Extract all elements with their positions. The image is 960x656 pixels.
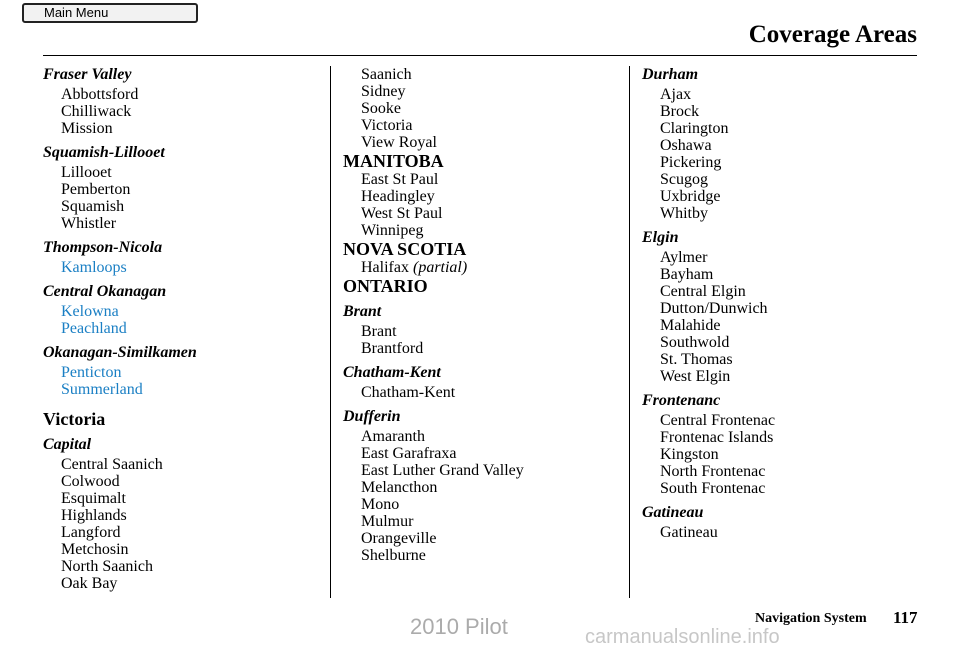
place-name: Ajax — [660, 86, 692, 103]
place-item — [61, 541, 197, 558]
place-name: Squamish — [61, 198, 125, 215]
place-name: East St Paul — [361, 171, 439, 188]
place-name: Melancthon — [361, 479, 438, 496]
region-heading: Chatham-Kent — [343, 364, 441, 381]
place-name: Abbottsford — [61, 86, 139, 103]
place-name: Mono — [361, 496, 400, 513]
footer-section-label: Navigation System — [755, 611, 867, 626]
place-name: Uxbridge — [660, 188, 721, 205]
place-link[interactable] — [61, 320, 197, 337]
coverage-group — [642, 504, 775, 541]
place-list — [43, 162, 197, 232]
page-number: 117 — [893, 608, 918, 627]
place-item — [660, 480, 775, 497]
place-list — [642, 247, 775, 385]
place-item — [361, 66, 524, 83]
coverage-note: (partial) — [412, 259, 468, 276]
place-item — [361, 462, 524, 479]
place-name: East Garafraxa — [361, 445, 457, 462]
coverage-group — [43, 283, 197, 337]
place-name: Victoria — [361, 117, 413, 134]
province-heading: MANITOBA — [343, 151, 444, 171]
coverage-column-1 — [43, 66, 197, 592]
place-name: Whistler — [61, 215, 117, 232]
place-item — [660, 154, 775, 171]
place-item — [361, 323, 524, 340]
place-name: Sidney — [361, 83, 406, 100]
place-item — [61, 103, 197, 120]
place-name: Gatineau — [660, 524, 718, 541]
place-name: Sooke — [361, 100, 401, 117]
main-menu-button[interactable]: Main Menu — [22, 3, 198, 23]
place-name: Frontenac Islands — [660, 429, 774, 446]
coverage-group — [642, 229, 775, 385]
watermark-site: carmanualsonline.info — [585, 626, 780, 648]
place-list — [43, 257, 197, 276]
place-list — [43, 362, 197, 398]
place-item — [660, 300, 775, 317]
place-item — [660, 412, 775, 429]
place-item — [361, 100, 524, 117]
region-heading: Gatineau — [642, 504, 704, 521]
coverage-group — [43, 66, 197, 137]
place-item — [660, 171, 775, 188]
region-heading: Central Okanagan — [43, 283, 167, 300]
column-divider — [629, 66, 630, 598]
region-heading: Thompson-Nicola — [43, 239, 163, 256]
region-heading: Capital — [43, 436, 92, 453]
place-name[interactable]: Peachland — [61, 320, 127, 337]
place-item — [660, 463, 775, 480]
province-heading: ONTARIO — [343, 276, 428, 296]
place-list — [43, 454, 197, 592]
place-name: East Luther Grand Valley — [361, 462, 524, 479]
coverage-column-3 — [642, 66, 775, 541]
place-item — [361, 171, 524, 188]
coverage-group — [343, 239, 524, 276]
place-item — [660, 205, 775, 222]
province-heading: Victoria — [43, 409, 106, 429]
place-item — [361, 134, 524, 151]
place-name: Dutton/Dunwich — [660, 300, 768, 317]
place-item — [61, 181, 197, 198]
place-list — [343, 66, 524, 151]
place-name: Saanich — [361, 66, 412, 83]
place-name: Winnipeg — [361, 222, 424, 239]
place-name: Southwold — [660, 334, 730, 351]
title-rule — [43, 55, 917, 56]
place-item — [361, 547, 524, 564]
place-name: St. Thomas — [660, 351, 733, 368]
place-item — [660, 317, 775, 334]
region-heading: Squamish-Lillooet — [43, 144, 165, 161]
place-name: Chilliwack — [61, 103, 132, 120]
region-heading: Frontenanc — [642, 392, 721, 409]
place-item — [660, 188, 775, 205]
place-name: Central Frontenac — [660, 412, 776, 429]
place-name: Pemberton — [61, 181, 131, 198]
place-list — [43, 301, 197, 337]
place-name: Orangeville — [361, 530, 437, 547]
place-item — [361, 479, 524, 496]
coverage-group — [43, 409, 197, 429]
place-item — [660, 446, 775, 463]
place-item — [660, 524, 775, 541]
place-item — [361, 384, 524, 401]
region-heading: Brant — [343, 303, 382, 320]
province-heading: NOVA SCOTIA — [343, 239, 467, 259]
place-item — [660, 334, 775, 351]
place-name: North Saanich — [61, 558, 153, 575]
place-name: Central Elgin — [660, 283, 746, 300]
coverage-group — [343, 364, 524, 401]
place-item — [660, 266, 775, 283]
place-name: Aylmer — [660, 249, 708, 266]
place-list — [642, 410, 775, 497]
place-name: Malahide — [660, 317, 721, 334]
place-name: Halifax — [361, 259, 409, 276]
place-link[interactable] — [61, 364, 197, 381]
place-name: Lillooet — [61, 164, 112, 181]
place-name: Brock — [660, 103, 700, 120]
coverage-column-2 — [343, 66, 524, 564]
place-item — [361, 428, 524, 445]
place-name: Amaranth — [361, 428, 425, 445]
place-item — [61, 507, 197, 524]
place-item — [660, 86, 775, 103]
place-name: Mulmur — [361, 513, 414, 530]
place-name: Mission — [61, 120, 113, 137]
place-item — [660, 103, 775, 120]
place-item — [361, 496, 524, 513]
place-item — [61, 215, 197, 232]
place-name: Esquimalt — [61, 490, 126, 507]
region-heading: Dufferin — [343, 408, 401, 425]
place-item — [660, 120, 775, 137]
place-name[interactable]: Summerland — [61, 381, 143, 398]
place-link[interactable] — [61, 259, 197, 276]
place-list — [343, 171, 524, 239]
place-item — [660, 351, 775, 368]
coverage-group — [43, 144, 197, 232]
place-link[interactable] — [61, 303, 197, 320]
place-item — [61, 524, 197, 541]
place-item — [361, 513, 524, 530]
place-name: West Elgin — [660, 368, 731, 385]
place-item — [361, 259, 524, 276]
coverage-group — [343, 303, 524, 357]
place-item — [61, 558, 197, 575]
place-item — [61, 120, 197, 137]
place-name: Metchosin — [61, 541, 129, 558]
place-name: Scugog — [660, 171, 708, 188]
column-divider — [330, 66, 331, 598]
place-name: West St Paul — [361, 205, 443, 222]
place-item — [61, 575, 197, 592]
place-name: Colwood — [61, 473, 120, 490]
place-list — [343, 426, 524, 564]
place-name: Chatham-Kent — [361, 384, 456, 401]
place-name: Brantford — [361, 340, 424, 357]
coverage-group — [642, 66, 775, 222]
place-name: Brant — [361, 323, 397, 340]
place-name: Langford — [61, 524, 121, 541]
coverage-group — [343, 66, 524, 151]
coverage-group — [343, 408, 524, 564]
place-name: Clarington — [660, 120, 729, 137]
place-item — [660, 137, 775, 154]
place-list — [642, 522, 775, 541]
place-item — [61, 164, 197, 181]
place-name: Shelburne — [361, 547, 426, 564]
place-item — [361, 530, 524, 547]
coverage-group — [343, 276, 524, 296]
place-name: View Royal — [361, 134, 437, 151]
place-name: North Frontenac — [660, 463, 766, 480]
place-name: Oak Bay — [61, 575, 118, 592]
coverage-group — [642, 392, 775, 497]
place-name: Whitby — [660, 205, 708, 222]
place-name: Bayham — [660, 266, 714, 283]
region-heading: Durham — [642, 66, 699, 83]
place-name[interactable]: Kelowna — [61, 303, 119, 320]
place-list — [343, 382, 524, 401]
place-list — [343, 259, 524, 276]
place-name[interactable]: Penticton — [61, 364, 122, 381]
watermark: 2010 Pilot — [410, 614, 508, 639]
place-item — [361, 205, 524, 222]
page-title: Coverage Areas — [748, 21, 917, 48]
place-item — [361, 340, 524, 357]
place-item — [361, 188, 524, 205]
place-item — [61, 456, 197, 473]
place-name: Headingley — [361, 188, 435, 205]
place-item — [660, 249, 775, 266]
place-name: Kingston — [660, 446, 719, 463]
region-heading: Fraser Valley — [43, 66, 132, 83]
coverage-group — [43, 344, 197, 398]
place-item — [61, 473, 197, 490]
place-name: Pickering — [660, 154, 722, 171]
place-item — [361, 445, 524, 462]
place-name: Oshawa — [660, 137, 712, 154]
place-item — [660, 368, 775, 385]
place-item — [361, 117, 524, 134]
place-item — [361, 83, 524, 100]
place-name[interactable]: Kamloops — [61, 259, 127, 276]
region-heading: Elgin — [642, 229, 679, 246]
place-list — [343, 321, 524, 357]
place-link[interactable] — [61, 381, 197, 398]
coverage-group — [43, 436, 197, 592]
region-heading: Okanagan-Similkamen — [43, 344, 197, 361]
coverage-group — [43, 239, 197, 276]
place-item — [61, 198, 197, 215]
place-name: Highlands — [61, 507, 127, 524]
place-list — [43, 84, 197, 137]
place-item — [61, 490, 197, 507]
place-item — [660, 283, 775, 300]
place-list — [642, 84, 775, 222]
coverage-group — [343, 151, 524, 239]
place-item — [61, 86, 197, 103]
place-name: South Frontenac — [660, 480, 766, 497]
place-name: Central Saanich — [61, 456, 163, 473]
place-item — [361, 222, 524, 239]
place-item — [660, 429, 775, 446]
